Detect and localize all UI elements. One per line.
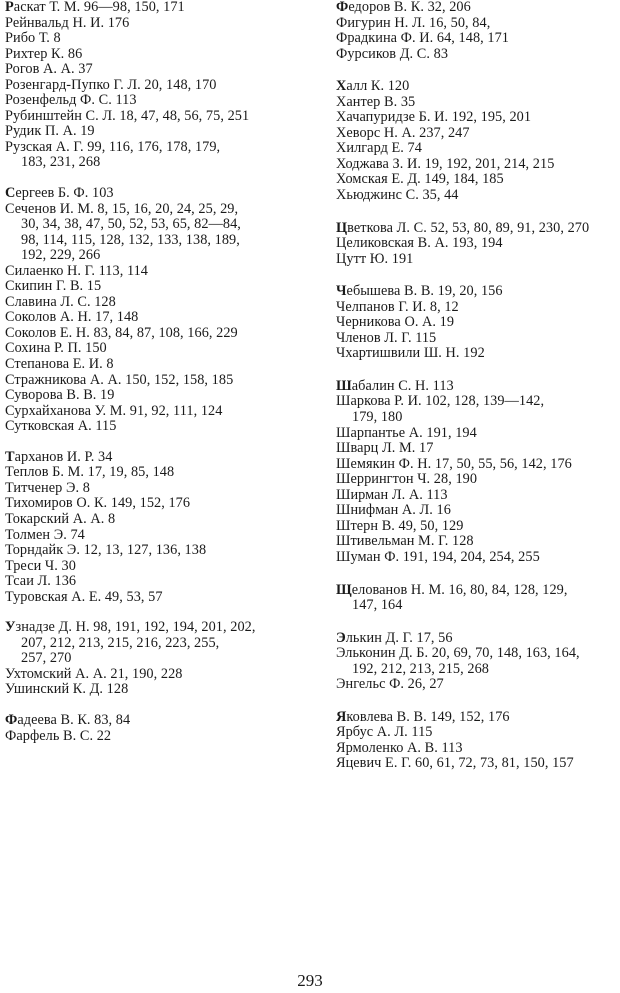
letter-group-gap bbox=[5, 605, 289, 620]
index-entry: Рогов А. А. 37 bbox=[5, 61, 93, 78]
group-initial-letter: Э bbox=[336, 629, 346, 646]
index-entry: Хомская Е. Д. 149, 184, 185 bbox=[336, 171, 504, 188]
page-number: 293 bbox=[297, 971, 323, 990]
index-entry: Цутт Ю. 191 bbox=[336, 250, 414, 267]
index-entry: Фурсиков Д. С. 83 bbox=[336, 45, 449, 62]
index-entry: Яковлева В. В. 149, 152, 176 bbox=[336, 708, 510, 725]
index-entry: Теплов Б. М. 17, 19, 85, 148 bbox=[5, 464, 175, 481]
letter-group bbox=[5, 713, 289, 744]
index-entry: Членов Л. Г. 115 bbox=[336, 329, 437, 346]
index-entry-continuation: 147, 164 bbox=[352, 597, 403, 614]
index-entry: Шаркова Р. И. 102, 128, 139—142, bbox=[336, 393, 545, 410]
index-left-column bbox=[5, 0, 289, 744]
index-entry: Сергеев Б. Ф. 103 bbox=[5, 185, 114, 202]
index-entry: Рихтер К. 86 bbox=[5, 45, 83, 62]
index-entry: Хантер В. 35 bbox=[336, 93, 416, 110]
index-entry: Титченер Э. 8 bbox=[5, 479, 90, 496]
letter-group-gap bbox=[5, 698, 289, 713]
index-entry: Степанова Е. И. 8 bbox=[5, 356, 114, 373]
index-entry: Чхартишвили Ш. Н. 192 bbox=[336, 345, 485, 362]
index-entry-continuation: 183, 231, 268 bbox=[21, 154, 101, 171]
index-entry: Сеченов И. М. 8, 15, 16, 20, 24, 25, 29, bbox=[5, 200, 239, 217]
group-initial-letter: Ф bbox=[5, 711, 18, 728]
index-entry: Скипин Г. В. 15 bbox=[5, 278, 102, 295]
index-entry: Черникова О. А. 19 bbox=[336, 314, 455, 331]
index-entry: Ярбус А. Л. 115 bbox=[336, 724, 433, 741]
index-entry-continuation: 30, 34, 38, 47, 50, 52, 53, 65, 82—84, bbox=[21, 216, 241, 233]
index-entry: Рейнвальд Н. И. 176 bbox=[5, 14, 130, 31]
group-initial-letter: Х bbox=[336, 78, 347, 95]
index-entry: Хьюджинс С. 35, 44 bbox=[336, 187, 459, 204]
index-entry: Шеррингтон Ч. 28, 190 bbox=[336, 471, 478, 488]
letter-group bbox=[336, 631, 620, 693]
letter-group bbox=[336, 79, 620, 203]
group-initial-letter: С bbox=[5, 185, 16, 202]
index-entry: Соколов А. Н. 17, 148 bbox=[5, 309, 139, 326]
index-entry: Розенгард-Пупко Г. Л. 20, 148, 170 bbox=[5, 76, 217, 93]
letter-group bbox=[336, 284, 620, 362]
index-entry: Торндайк Э. 12, 13, 127, 136, 138 bbox=[5, 542, 207, 559]
index-entry: Фарфель В. С. 22 bbox=[5, 727, 112, 744]
index-entry: Цветкова Л. С. 52, 53, 80, 89, 91, 230, 270 bbox=[336, 219, 590, 236]
index-entry: Толмен Э. 74 bbox=[5, 526, 85, 543]
letter-group bbox=[336, 379, 620, 566]
index-entry: Шварц Л. М. 17 bbox=[336, 440, 434, 457]
index-entry: Шуман Ф. 191, 194, 204, 254, 255 bbox=[336, 548, 540, 565]
index-entry: Токарский А. А. 8 bbox=[5, 510, 116, 527]
letter-group-gap bbox=[5, 435, 289, 450]
letter-group bbox=[336, 710, 620, 772]
index-entry: Фигурин Н. Л. 16, 50, 84, bbox=[336, 14, 491, 31]
index-entry: Чебышева В. В. 19, 20, 156 bbox=[336, 283, 503, 300]
index-entry: Челпанов Г. И. 8, 12 bbox=[336, 298, 459, 315]
index-entry: Соколов Е. Н. 83, 84, 87, 108, 166, 229 bbox=[5, 324, 238, 341]
index-entry: Штивельман М. Г. 128 bbox=[336, 533, 474, 550]
letter-group bbox=[336, 221, 620, 268]
index-entry: Шнифман А. Л. 16 bbox=[336, 502, 451, 519]
index-entry: Ушинский К. Д. 128 bbox=[5, 681, 129, 698]
index-entry: Туровская А. Е. 49, 53, 57 bbox=[5, 588, 163, 605]
group-initial-letter: Ц bbox=[336, 219, 348, 236]
index-entry: Узнадзе Д. Н. 98, 191, 192, 194, 201, 202, bbox=[5, 619, 256, 636]
letter-group-gap bbox=[336, 62, 620, 79]
letter-group bbox=[336, 583, 620, 614]
index-entry: Сурхайханова У. М. 91, 92, 111, 124 bbox=[5, 402, 223, 419]
index-entry: Рузская А. Г. 99, 116, 176, 178, 179, bbox=[5, 138, 221, 155]
index-entry: Тихомиров О. К. 149, 152, 176 bbox=[5, 495, 191, 512]
index-entry-continuation: 192, 229, 266 bbox=[21, 247, 101, 264]
index-entry: Элькин Д. Г. 17, 56 bbox=[336, 629, 453, 646]
index-entry: Ярмоленко А. В. 113 bbox=[336, 739, 463, 756]
index-entry: Щелованов Н. М. 16, 80, 84, 128, 129, bbox=[336, 581, 568, 598]
index-entry: Тарханов И. Р. 34 bbox=[5, 448, 113, 465]
group-initial-letter: Ф bbox=[336, 0, 349, 15]
letter-group-gap bbox=[5, 171, 289, 186]
index-entry: Сутковская А. 115 bbox=[5, 418, 117, 435]
index-entry-continuation: 179, 180 bbox=[352, 409, 403, 426]
index-entry: Штерн В. 49, 50, 129 bbox=[336, 517, 464, 534]
index-entry: Фадеева В. К. 83, 84 bbox=[5, 711, 131, 728]
index-entry: Ширман Л. А. 113 bbox=[336, 486, 448, 503]
group-initial-letter: У bbox=[5, 619, 16, 636]
index-entry: Целиковская В. А. 193, 194 bbox=[336, 235, 503, 252]
index-entry: Раскат Т. М. 96—98, 150, 171 bbox=[5, 0, 185, 15]
index-entry: Халл К. 120 bbox=[336, 78, 410, 95]
index-entry: Тсаи Л. 136 bbox=[5, 573, 77, 590]
index-entry: Шабалин С. Н. 113 bbox=[336, 377, 454, 394]
index-entry: Хеворс Н. А. 237, 247 bbox=[336, 124, 470, 141]
index-entry: Хачапуридзе Б. И. 192, 195, 201 bbox=[336, 109, 532, 126]
index-entry: Сохина Р. П. 150 bbox=[5, 340, 107, 357]
index-entry: Федоров В. К. 32, 206 bbox=[336, 0, 471, 15]
group-initial-letter: Я bbox=[336, 708, 347, 725]
index-entry: Ухтомский А. А. 21, 190, 228 bbox=[5, 665, 183, 682]
index-entry: Яцевич Е. Г. 60, 61, 72, 73, 81, 150, 157 bbox=[336, 755, 574, 772]
letter-group-gap bbox=[336, 614, 620, 631]
letter-group-gap bbox=[336, 204, 620, 221]
letter-group bbox=[5, 0, 289, 171]
index-entry: Эльконин Д. Б. 20, 69, 70, 148, 163, 164, bbox=[336, 645, 580, 662]
group-initial-letter: Ч bbox=[336, 283, 347, 300]
index-right-column bbox=[336, 0, 620, 772]
index-entry: Стражникова А. А. 150, 152, 158, 185 bbox=[5, 371, 234, 388]
letter-group-gap bbox=[336, 362, 620, 379]
index-entry: Розенфельд Ф. С. 113 bbox=[5, 92, 137, 109]
group-initial-letter: Р bbox=[5, 0, 14, 15]
index-entry: Суворова В. В. 19 bbox=[5, 387, 115, 404]
index-entry-continuation: 207, 212, 213, 215, 216, 223, 255, bbox=[21, 634, 220, 651]
letter-group-gap bbox=[336, 566, 620, 583]
index-entry: Силаенко Н. Г. 113, 114 bbox=[5, 262, 149, 279]
index-entry: Рибо Т. 8 bbox=[5, 30, 61, 47]
letter-group bbox=[5, 186, 289, 435]
index-entry-continuation: 192, 212, 213, 215, 268 bbox=[352, 660, 489, 677]
group-initial-letter: Щ bbox=[336, 581, 352, 598]
letter-group bbox=[5, 450, 289, 605]
index-entry: Энгельс Ф. 26, 27 bbox=[336, 676, 444, 693]
letter-group bbox=[5, 620, 289, 698]
letter-group-gap bbox=[336, 267, 620, 284]
index-entry: Хилгард Е. 74 bbox=[336, 140, 422, 157]
index-entry: Шемякин Ф. Н. 17, 50, 55, 56, 142, 176 bbox=[336, 455, 572, 472]
index-entry: Фрадкина Ф. И. 64, 148, 171 bbox=[336, 30, 509, 47]
index-entry: Треси Ч. 30 bbox=[5, 557, 76, 574]
index-entry: Ходжава З. И. 19, 192, 201, 214, 215 bbox=[336, 155, 555, 172]
index-entry-continuation: 257, 270 bbox=[21, 650, 72, 667]
index-entry: Славина Л. С. 128 bbox=[5, 293, 116, 310]
index-entry-continuation: 98, 114, 115, 128, 132, 133, 138, 189, bbox=[21, 231, 240, 248]
index-entry: Рубинштейн С. Л. 18, 47, 48, 56, 75, 251 bbox=[5, 107, 250, 124]
index-entry: Шарпантье А. 191, 194 bbox=[336, 424, 477, 441]
group-initial-letter: Т bbox=[5, 448, 15, 465]
letter-group bbox=[336, 0, 620, 62]
letter-group-gap bbox=[336, 693, 620, 710]
group-initial-letter: Ш bbox=[336, 377, 352, 394]
index-entry: Рудик П. А. 19 bbox=[5, 123, 95, 140]
